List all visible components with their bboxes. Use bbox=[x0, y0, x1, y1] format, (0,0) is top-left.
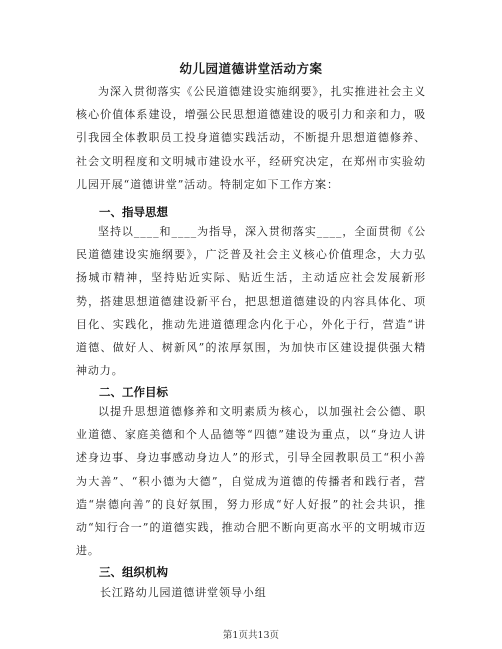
document-title: 幼儿园道德讲堂活动方案 bbox=[179, 61, 323, 76]
section-heading-work-goals: 二、工作目标 bbox=[99, 385, 168, 399]
section-line-organization: 长江路幼儿园道德讲堂领导小组 bbox=[100, 586, 267, 599]
page-footer: 第1页共13页 bbox=[222, 630, 280, 641]
intro-paragraph: 为深入贯彻落实《公民道德建设实施纲要》，扎实推进社会主义核心价值体系建设，增强公民思想道德建设的吸引力和亲和力，吸引我园全体教职员工投身道德实践活动，不断提升思想道德修养、社会文明程度和文明城市建设水平，经研究决定，在郑州市实验幼儿园开展“道德讲堂”活动。特制定如下工作方案： bbox=[76, 85, 426, 191]
section-heading-guiding-thought: 一、指导思想 bbox=[99, 205, 168, 219]
section-paragraph-guiding-thought: 坚持以____和____为指导，深入贯彻落实____，全面贯彻《公民道德建设实施纲要》，广泛普及社会主义核心价值理念，大力弘扬城市精神，坚持贴近实际、贴近生活，主动适应社会发展新形势，搭建思想道德建设新平台，把思想道德建设的内容具体化、项目化、实践化，推动先进道德理念内化于心，外化于行，营造“讲道德、做好人、树新风”的浓厚氛围，为加快市区建设提供强大精神动力。 bbox=[76, 225, 426, 378]
section-paragraph-work-goals: 以提升思想道德修养和文明素质为核心，以加强社会公德、职业道德、家庭美德和个人品德等“四德”建设为重点，以“身边人讲述身边事、身边事感动身边人”的形式，引导全园教职员工“积小善为大善”、“积小德为大德”，自觉成为道德的传播者和践行者，营造“崇德向善”的良好氛围，努力形成“好人好报”的社会共识，推动“知行合一”的道德实践，推动合肥不断向更高水平的文明城市迈进。 bbox=[76, 405, 426, 558]
section-heading-organization: 三、组织机构 bbox=[99, 565, 168, 579]
